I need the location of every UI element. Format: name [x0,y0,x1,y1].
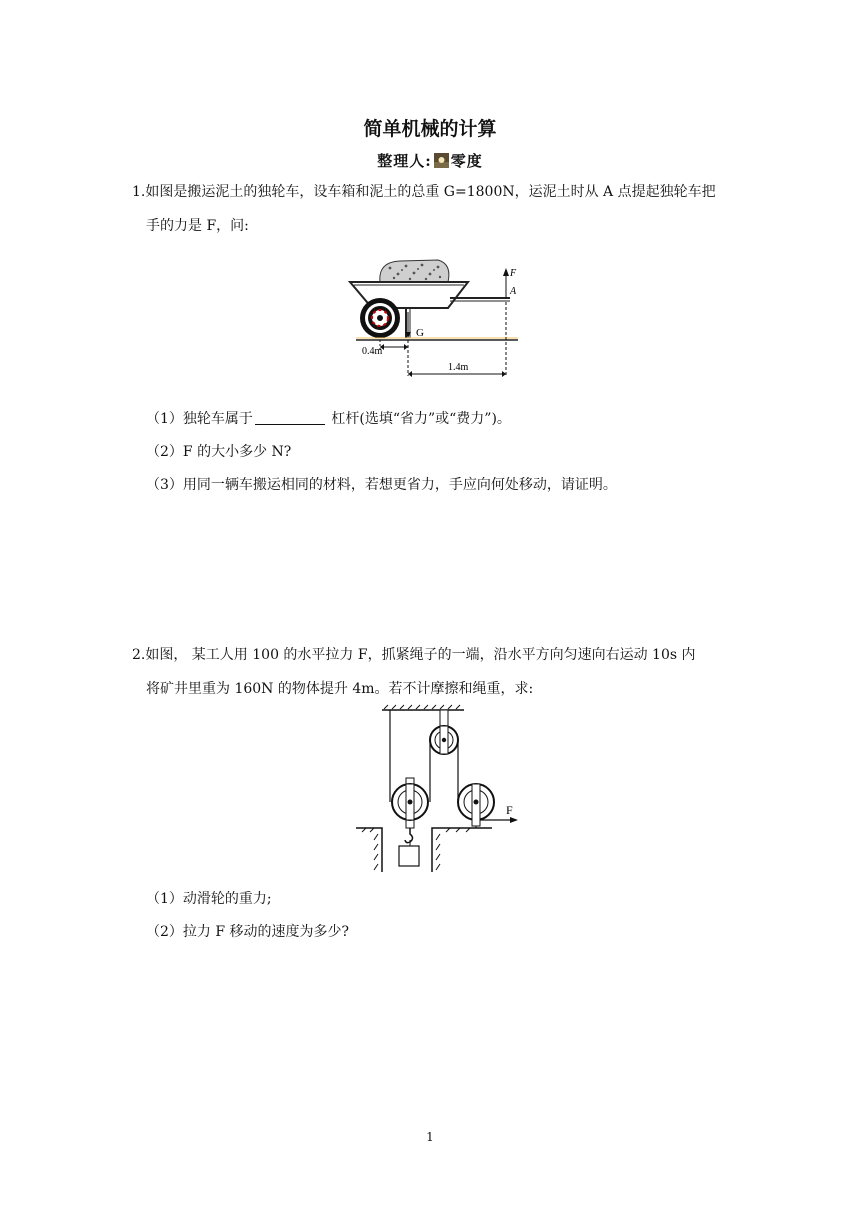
answer-blank [255,410,325,425]
q1-sub1 [146,408,511,428]
q1-sub3: （3）用同一辆车搬运相同的材料，若想更省力，手应向何处移动，请证明。 [146,477,617,493]
q2-sub2: （2）拉力 F 移动的速度为多少? [146,924,350,940]
q1-sub1-after: 杠杆(选填“省力”或“费力”)。 [331,411,511,427]
wheelbarrow-figure [340,252,526,380]
label-G: G [416,327,424,339]
q2-text-line2: 将矿井里重为 160N 的物体提升 4m。若不计摩擦和绳重，求: [146,681,534,697]
q1-text-line1: 1.如图是搬运泥土的独轮车，设车箱和泥土的总重 G=1800N，运泥土时从 A 点提起独轮车把 [132,184,716,200]
label-F-pulley: F [506,803,513,817]
weight-block [399,846,419,866]
q1-sub1-before: （1）独轮车属于 [146,411,253,427]
author-line [0,150,860,171]
label-dim-long: 1.4m [448,362,469,373]
author-prefix: 整理人: [377,152,432,170]
soil-pile [380,260,449,282]
wheel [360,298,400,338]
author-name: 零度 [450,152,483,170]
q1-text-line2: 手的力是 F，问: [146,218,249,234]
q1-sub2: （2）F 的大小多少 N? [146,444,292,460]
q2-text-line1: 2.如图， 某工人用 100 的水平拉力 F，抓紧绳子的一端，沿水平方向匀速向右运动 10s 内 [132,647,696,663]
pulley-figure [352,704,528,874]
author-logo-icon [434,153,449,168]
label-F: F [510,268,517,279]
label-A: A [510,286,517,297]
page-number: 1 [426,1130,434,1144]
page-title: 简单机械的计算 [363,118,497,140]
q2-sub1: （1）动滑轮的重力; [146,891,272,907]
label-dim-short: 0.4m [362,346,383,357]
